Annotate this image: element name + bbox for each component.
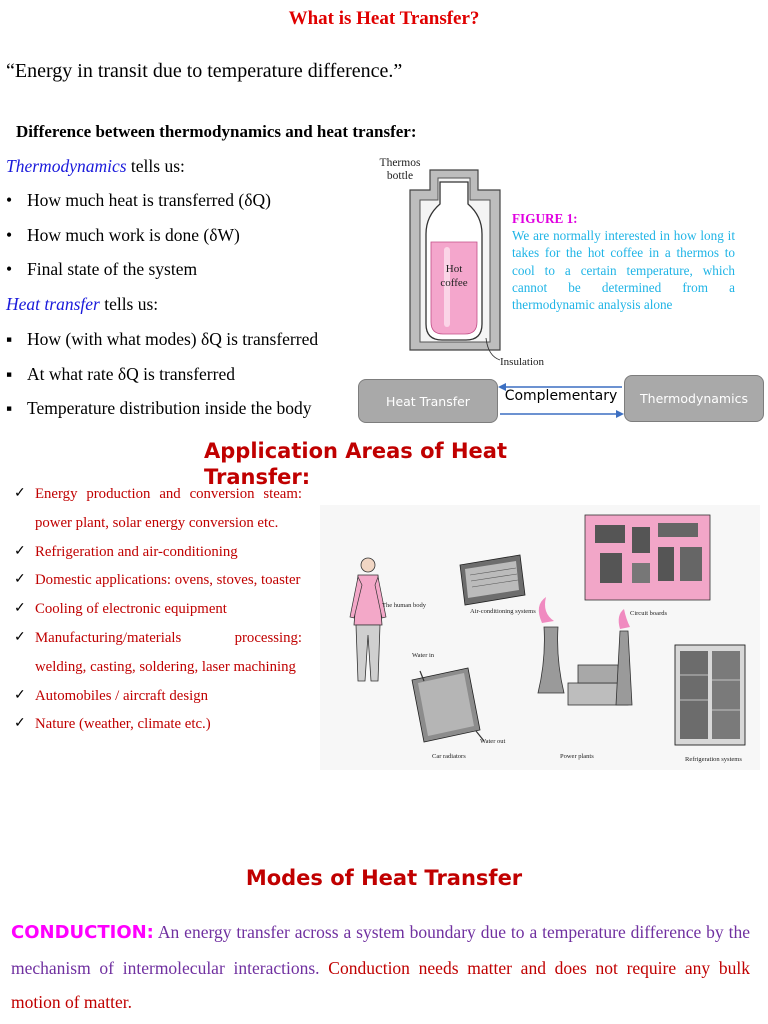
circuit-board-figure bbox=[585, 515, 710, 600]
applications-illustration bbox=[320, 505, 760, 770]
applications-heading: Application Areas of Heat Transfer: bbox=[204, 439, 507, 489]
checkmark-icon: ✓ bbox=[14, 543, 26, 559]
radiators-label: Car radiators bbox=[432, 753, 466, 760]
list-item: ✓ Automobiles / aircraft design bbox=[14, 682, 302, 711]
bullet-icon: • bbox=[6, 190, 13, 210]
thermodynamics-box: Thermodynamics bbox=[624, 375, 764, 422]
heat-transfer-box: Heat Transfer bbox=[358, 379, 498, 423]
power-plants-label: Power plants bbox=[560, 753, 594, 760]
ac-label: Air-conditioning systems bbox=[470, 608, 536, 615]
page-title: What is Heat Transfer? bbox=[288, 8, 480, 29]
thermodynamics-suffix: tells us: bbox=[126, 156, 185, 176]
coffee-label: coffee bbox=[440, 277, 468, 289]
square-bullet-icon: ▪ bbox=[6, 329, 13, 349]
list-item: ✓ Nature (weather, climate etc.) bbox=[14, 710, 302, 739]
figure-caption bbox=[512, 210, 735, 313]
conduction-label: CONDUCTION: bbox=[11, 922, 154, 943]
list-item: ▪ How (with what modes) δQ is transferred bbox=[6, 329, 319, 349]
list-item: ✓ Energy production and conversion steam: power plant, solar energy conversion etc. bbox=[14, 480, 302, 538]
circuit-label: Circuit boards bbox=[630, 610, 668, 617]
conduction-paragraph bbox=[11, 915, 750, 1020]
thermodynamics-intro bbox=[6, 156, 185, 177]
heat-transfer-suffix: tells us: bbox=[99, 294, 159, 314]
insulation-label: Insulation bbox=[500, 356, 544, 368]
list-item: ✓ Refrigeration and air-conditioning bbox=[14, 538, 302, 567]
checkmark-icon: ✓ bbox=[14, 601, 26, 617]
list-item: ▪ At what rate δQ is transferred bbox=[6, 364, 235, 384]
list-item: ✓ Cooling of electronic equipment bbox=[14, 595, 302, 624]
heat-transfer-term: Heat transfer bbox=[6, 294, 100, 314]
figure-caption-text: We are normally interested in how long it takes for the hot coffee in a thermos to cool to a certain temperature, which cannot be determined from a thermodynamic analysis alone bbox=[512, 228, 735, 313]
thermos-bottle-label-line1: Thermos bbox=[379, 157, 421, 169]
water-in-label: Water in bbox=[412, 652, 435, 659]
human-body-label: The human body bbox=[382, 602, 427, 609]
list-item: ✓ Domestic applications: ovens, stoves, toaster bbox=[14, 566, 302, 595]
hot-label: Hot bbox=[445, 263, 463, 275]
checkmark-icon: ✓ bbox=[14, 486, 26, 501]
modes-heading: Modes of Heat Transfer bbox=[245, 866, 523, 890]
bullet-icon: • bbox=[6, 225, 13, 245]
checkmark-icon: ✓ bbox=[14, 629, 26, 645]
complementary-label: Complementary bbox=[504, 388, 618, 404]
refrigeration-label: Refrigeration systems bbox=[685, 756, 742, 763]
figure-caption-title: FIGURE 1: bbox=[512, 211, 578, 226]
checkmark-icon: ✓ bbox=[14, 716, 26, 732]
square-bullet-icon: ▪ bbox=[6, 398, 13, 418]
applications-list bbox=[14, 480, 302, 739]
conduction-definition: An energy transfer across a system boundary due to a temperature difference by the mechanism of intermolecular interactions. bbox=[11, 922, 750, 978]
conduction-note: Conduction needs matter and does not require any bulk motion of matter. bbox=[11, 957, 750, 1012]
water-out-label: Water out bbox=[480, 738, 506, 745]
square-bullet-icon: ▪ bbox=[6, 364, 13, 384]
list-item: • How much work is done (δW) bbox=[6, 225, 240, 245]
list-item: • How much heat is transferred (δQ) bbox=[6, 190, 271, 210]
heat-transfer-intro bbox=[6, 294, 158, 315]
difference-heading: Difference between thermodynamics and heat transfer: bbox=[16, 122, 417, 141]
bullet-icon: • bbox=[6, 259, 13, 279]
list-item: ✓ Manufacturing/materials processing: welding, casting, soldering, laser machining bbox=[14, 624, 302, 682]
thermodynamics-term: Thermodynamics bbox=[6, 156, 127, 176]
arrow-right-icon bbox=[616, 410, 624, 418]
checkmark-icon: ✓ bbox=[14, 572, 26, 588]
heat-transfer-definition: “Energy in transit due to temperature difference.” bbox=[6, 60, 403, 82]
list-item: ▪ Temperature distribution inside the body bbox=[6, 398, 312, 418]
list-item: • Final state of the system bbox=[6, 259, 198, 279]
checkmark-icon: ✓ bbox=[14, 687, 26, 703]
thermos-bottle-label-line2: bottle bbox=[386, 170, 414, 182]
refrigerator-figure bbox=[675, 645, 745, 745]
